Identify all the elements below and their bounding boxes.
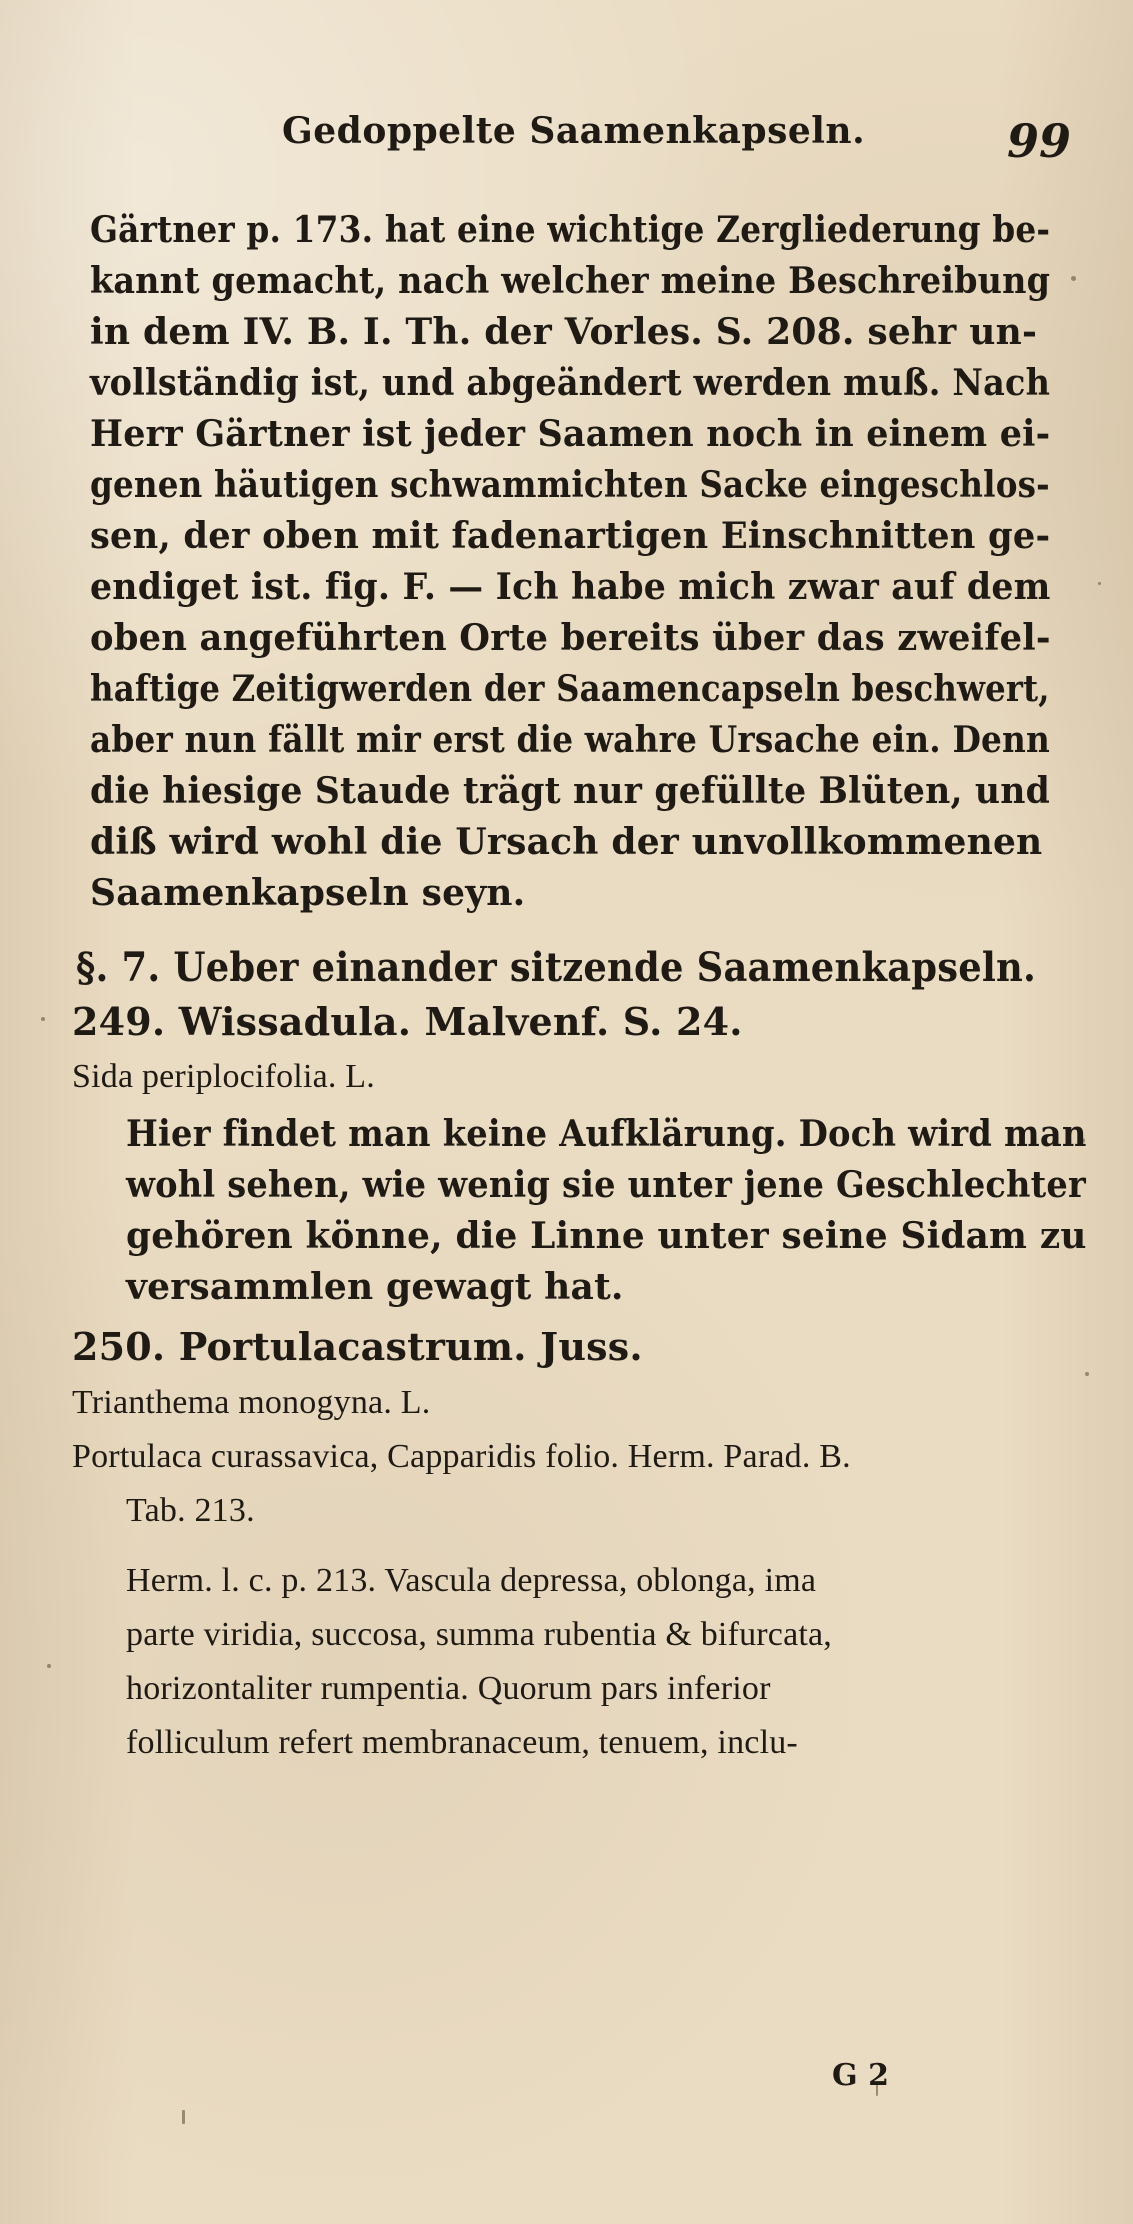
body-line-11: aber nun fällt mir erst die wahre Ursache ein. Denn — [90, 719, 1051, 761]
description-line-3: horizontaliter rumpentia. Quorum pars inferior — [126, 1670, 771, 1707]
body-line-8: endiget ist. fig. F. — Ich habe mich zwar auf dem — [90, 566, 1051, 608]
body-line-10: haftige Zeitigwerden der Saamencapseln beschwert, — [90, 668, 1050, 710]
entry-249-synonym: Sida periplocifolia. L. — [72, 1058, 375, 1095]
running-head: Gedoppelte Saamenkapseln. — [282, 110, 866, 152]
body-line-9: oben angeführten Orte bereits über das zweifel- — [90, 617, 1051, 659]
body-line-5: Herr Gärtner ist jeder Saamen noch in einem ei- — [90, 413, 1051, 455]
book-page-content — [72, 100, 1092, 2160]
description-line-2: parte viridia, succosa, summa rubentia & bifurcata, — [126, 1616, 833, 1653]
body-line-6: genen häutigen schwammichten Sacke eingeschlos- — [90, 464, 1050, 506]
page-number: 99 — [1007, 114, 1072, 168]
description-line-1: Herm. l. c. p. 213. Vascula depressa, oblonga, ima — [126, 1562, 817, 1599]
entry-250-synonym-3: Tab. 213. — [126, 1492, 255, 1529]
entry-250-synonym-1: Trianthema monogyna. L. — [72, 1384, 431, 1421]
body-line-18: Hier findet man keine Aufklärung. Doch wird man — [126, 1113, 1087, 1155]
body-line-14: Saamenkapseln seyn. — [90, 872, 526, 914]
body-line-21: versammlen gewagt hat. — [126, 1266, 624, 1308]
body-line-19: wohl sehen, wie wenig sie unter jene Geschlechter — [126, 1164, 1086, 1206]
description-line-4: folliculum refert membranaceum, tenuem, inclu- — [126, 1724, 798, 1761]
body-line-3: in dem IV. B. I. Th. der Vorles. S. 208. sehr un- — [90, 311, 1038, 353]
body-line-20: gehören könne, die Linne unter seine Sidam zu — [126, 1215, 1087, 1257]
body-line-1: Gärtner p. 173. hat eine wichtige Zergliederung be- — [90, 209, 1051, 251]
body-line-7: sen, der oben mit fadenartigen Einschnitten ge- — [90, 515, 1051, 557]
body-line-13: diß wird wohl die Ursach der unvollkommenen — [90, 821, 1043, 863]
entry-250-heading: 250. Portulacastrum. Juss. — [72, 1324, 643, 1369]
body-line-2: kannt gemacht, nach welcher meine Beschreibung — [90, 260, 1051, 302]
entry-249-heading: 249. Wissadula. Malvenf. S. 24. — [72, 999, 743, 1044]
entry-250-synonym-2: Portulaca curassavica, Capparidis folio. Herm. Parad. B. — [72, 1438, 851, 1475]
section-heading: §. 7. Ueber einander sitzende Saamenkapseln. — [76, 944, 1037, 991]
body-line-4: vollständig ist, und abgeändert werden muß. Nach — [90, 362, 1051, 404]
body-line-12: die hiesige Staude trägt nur gefüllte Blüten, und — [90, 770, 1051, 812]
signature-mark: G 2 — [832, 2058, 889, 2093]
